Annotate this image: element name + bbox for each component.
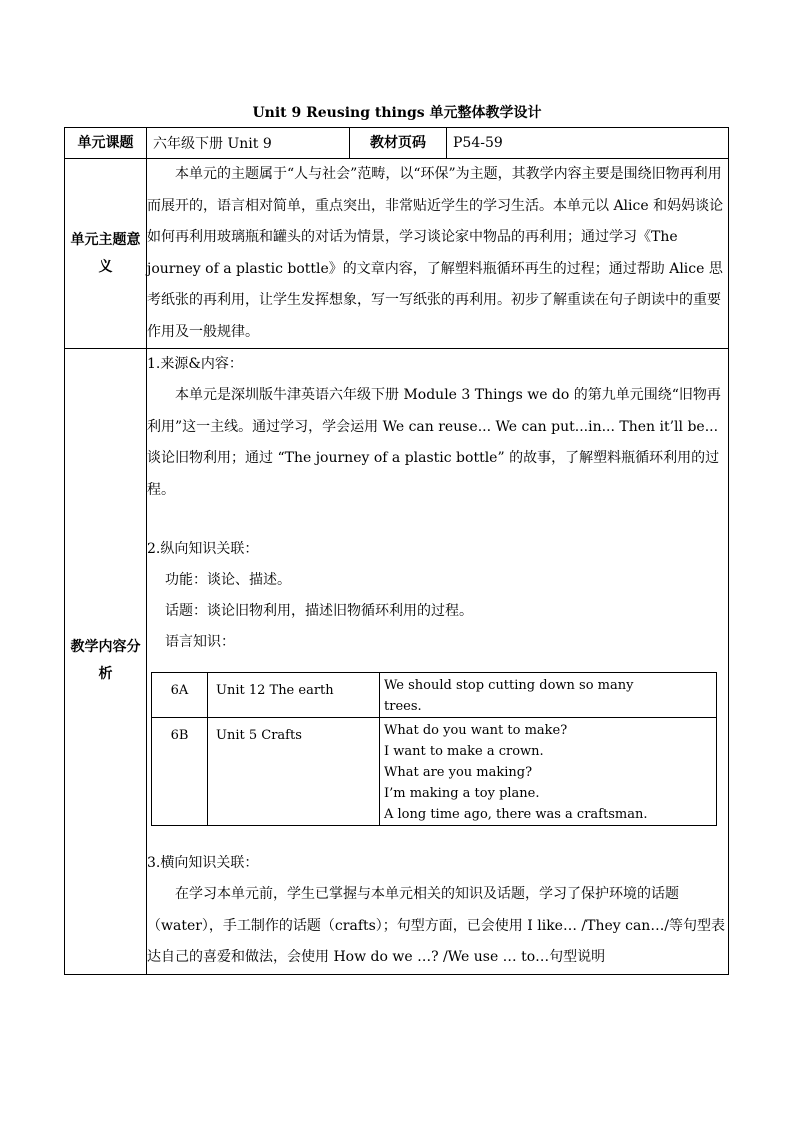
source-heading: 1.来源&内容：: [147, 356, 243, 372]
page-title: Unit 9 Reusing things 单元整体教学设计: [252, 105, 542, 121]
example-sentence: I want to make a crown.: [384, 744, 544, 759]
theme-row: [65, 159, 729, 349]
topic-line: 话题：谈论旧物利用，描述旧物循环利用的过程。: [165, 603, 473, 619]
theme-cell: [147, 159, 729, 349]
lesson-design-table: [64, 127, 729, 975]
examples-cell: [380, 718, 717, 826]
language-line: 语言知识：: [165, 634, 235, 650]
example-sentence: What are you making?: [384, 765, 533, 780]
unit-cell: Unit 12 The earth: [208, 673, 380, 718]
horizontal-text: 在学习本单元前，学生已掌握与本单元相关的知识及话题，学习了保护环境的话题（water），手工制作的话题（crafts）；句型方面，已会使用 I like… /They can…/等句型表达自己的喜爱和做法，会使用 How do we …? /We use … to…句型说明: [147, 886, 726, 965]
example-sentence: What do you want to make?: [384, 723, 568, 738]
unit-topic-value: 六年级下册 Unit 9: [147, 128, 350, 159]
example-sentence: We should stop cutting down so many trees.: [384, 678, 634, 714]
source-text: 本单元是深圳版牛津英语六年级下册 Module 3 Things we do 的第九单元围绕“旧物再利用”这一主线。通过学习，学会运用 We can reuse... We can put...in... Then it’ll be... 谈论旧物利用；通过 “The journey of a plastic bottle” 的故事，了解塑料瓶循环利用的过程。: [147, 387, 721, 498]
vertical-heading: 2.纵向知识关联：: [147, 541, 259, 557]
grade-cell: 6B: [152, 718, 208, 826]
examples-cell: [380, 673, 717, 718]
function-line: 功能：谈论、描述。: [165, 572, 291, 588]
analysis-label: 教学内容分析: [65, 349, 147, 975]
table-row: [152, 718, 717, 826]
example-sentence: I’m making a toy plane.: [384, 786, 540, 801]
theme-label: 单元主题意义: [65, 159, 147, 349]
theme-text: 本单元的主题属于“人与社会”范畴，以“环保”为主题，其教学内容主要是围绕旧物再利用而展开的，语言相对简单，重点突出，非常贴近学生的学习生活。本单元以 Alice 和妈妈谈论如何再利用玻璃瓶和罐头的对话为情景，学习谈论家中物品的再利用；通过学习《The journey of a plastic bottle》的文章内容，了解塑料瓶循环再生的过程；通过帮助 Alice 思考纸张的再利用，让学生发挥想象，写一写纸张的再利用。初步了解重读在句子朗读中的重要作用及一般规律。: [147, 166, 724, 340]
analysis-row: [65, 349, 729, 975]
knowledge-table: [151, 672, 717, 826]
header-row: [65, 128, 729, 159]
analysis-cell: [147, 349, 729, 975]
unit-topic-label: 单元课题: [65, 128, 147, 159]
horizontal-heading: 3.横向知识关联：: [147, 855, 259, 871]
page-value: P54-59: [447, 128, 729, 159]
page-label: 教材页码: [350, 128, 447, 159]
grade-cell: 6A: [152, 673, 208, 718]
table-row: [152, 673, 717, 718]
example-sentence: A long time ago, there was a craftsman.: [384, 807, 648, 822]
unit-cell: Unit 5 Crafts: [208, 718, 380, 826]
